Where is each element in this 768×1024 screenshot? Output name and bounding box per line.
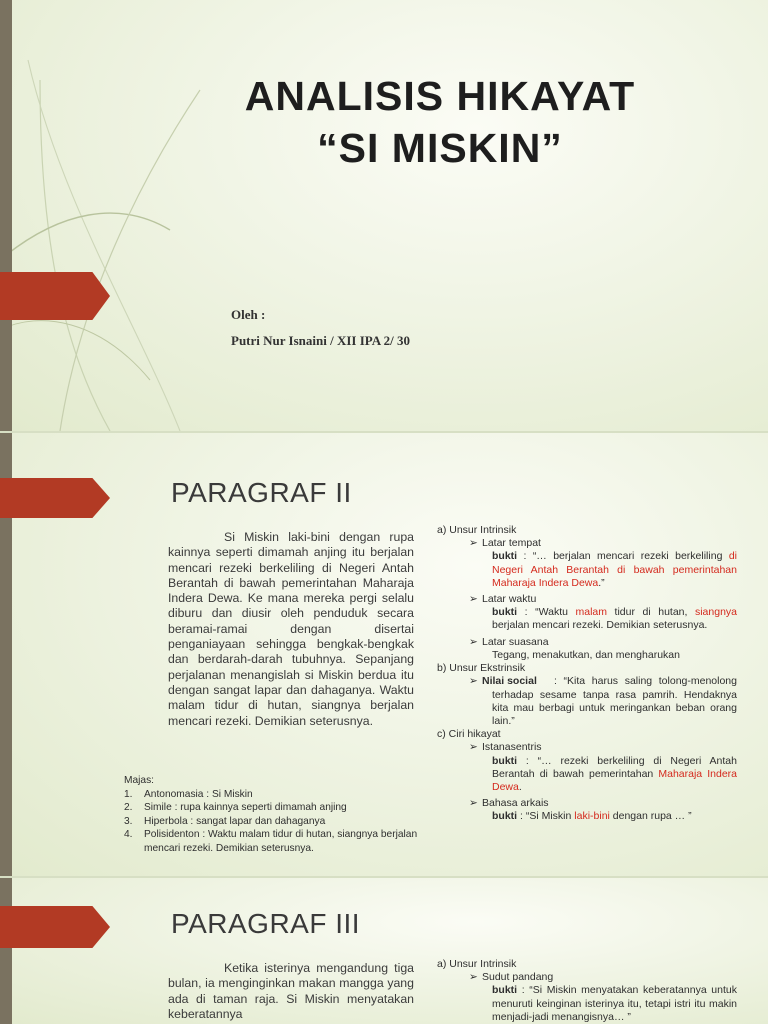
latar-suasana-body: Tegang, menakutkan, dan mengharukan <box>492 648 680 661</box>
title-line-1: ANALISIS HIKAYAT <box>244 73 636 119</box>
latar-tempat-bukti <box>437 550 737 590</box>
majas-num: 1. <box>124 788 133 800</box>
bukti-text: dengan rupa … ” <box>609 810 692 823</box>
majas-num: 3. <box>124 815 133 827</box>
arrowhead-icon: ➢ <box>469 675 478 688</box>
majas-item <box>124 815 454 829</box>
bukti-text: : “… rezeki berkeliling di Negeri Antah Berantah di bawah pemerintahan <box>492 754 737 780</box>
arrowhead-icon: ➢ <box>469 797 478 810</box>
bukti-highlight: malam <box>575 606 608 619</box>
latar-suasana-item <box>437 636 737 649</box>
bukti-label: bukti <box>492 754 518 767</box>
bukti-text: : “Waktu <box>517 606 576 619</box>
istanasentris-bukti <box>437 755 737 795</box>
bukti-text: . <box>518 781 522 794</box>
left-bar <box>0 0 12 431</box>
slide-paragraf-3 <box>0 878 768 1024</box>
item-label: Bahasa arkais <box>482 797 549 810</box>
istanasentris-item <box>437 741 737 754</box>
unsur-intrinsik-label: a) Unsur Intrinsik <box>437 958 517 970</box>
paragraph-text <box>168 530 414 729</box>
oleh-label: Oleh : <box>231 307 266 322</box>
nilai-social-body: : “Kita harus saling tolong-menolong terhadap sesame tanpa rasa pamrih. Hendaknya kita mau berbagi untuk meringankan beban orang lain.” <box>492 675 737 728</box>
majas-label: Majas: <box>124 775 155 786</box>
item-label: Latar waktu <box>482 593 537 606</box>
bukti-label: bukti <box>492 984 518 997</box>
unsur-intrinsik-label: a) Unsur Intrinsik <box>437 524 517 536</box>
bukti-text: tidur di hutan, <box>607 606 695 619</box>
analysis-column <box>437 958 737 1024</box>
latar-waktu-bukti <box>437 606 737 632</box>
majas-num: 4. <box>124 829 133 841</box>
bukti-text: .” <box>598 576 605 589</box>
paragraph-text <box>168 961 414 1022</box>
arrow-icon <box>0 272 110 320</box>
latar-tempat-item <box>437 537 737 550</box>
majas-text: Antonomasia : Si Miskin <box>144 788 253 800</box>
arrowhead-icon: ➢ <box>469 593 478 606</box>
arrowhead-icon: ➢ <box>469 537 478 550</box>
unsur-ekstrinsik-label: b) Unsur Ekstrinsik <box>437 662 526 675</box>
author-line: Putri Nur Isnaini / XII IPA 2/ 30 <box>231 333 411 348</box>
arrowhead-icon: ➢ <box>469 741 478 754</box>
title-line-2: “SI MISKIN” <box>317 125 563 172</box>
sudut-pandang-item <box>437 971 737 984</box>
bukti-label: bukti <box>492 550 518 563</box>
bukti-highlight: siangnya <box>694 606 737 619</box>
arrow-icon <box>0 906 110 948</box>
paragraph-body: Si Miskin laki-bini dengan rupa kainnya seperti dimamah anjing itu berjalan mencari rezeki berkeliling di Negeri Antah Berantah di bawah pemerintahan Maharaja Indera Dewa. Ke mana mereka pergi selalu diburu dan diusir oleh penduduk secara beramai-ramai dengan disertai penganiayaan sehingga bengkak-bengkak dan berdarah-darah tubuhnya. Sepanjang perjalanan menangislah si Miskin berdua itu dengan sangat lapar dan dahaganya. Waktu malam tidur di hutan, siangnya berjalan mencari rezeki. Demikian seterusnya. <box>168 530 414 728</box>
slide-title <box>0 0 768 431</box>
majas-text: Polisidenton : Waktu malam tidur di hutan, siangnya berjalan mencari rezeki. Demikian seterusnya. <box>144 829 418 854</box>
bukti-text: : “Si Miskin menyatakan keberatannya untuk menuruti keinginan isterinya itu, tetapi istri itu makin menjadi-jadi menangisnya… ” <box>492 984 737 1023</box>
analysis-column <box>437 524 737 824</box>
item-label: Istanasentris <box>482 741 542 754</box>
item-label: Latar suasana <box>482 635 549 648</box>
majas-list <box>124 774 454 856</box>
majas-item <box>124 828 454 855</box>
left-bar <box>0 878 12 1024</box>
item-label: Sudut pandang <box>482 971 554 984</box>
paragraph-body: Ketika isterinya mengandung tiga bulan, ia menginginkan makan mangga yang ada di taman raja. Si Miskin menyatakan keberatannya <box>168 961 414 1021</box>
sudut-pandang-bukti <box>437 984 737 1024</box>
bahasa-arkais-item <box>437 797 737 810</box>
bukti-text: : “… berjalan mencari rezeki berkeliling <box>517 550 729 563</box>
arrowhead-icon: ➢ <box>469 971 478 984</box>
bukti-highlight: Maharaja Indera Dewa <box>492 767 738 794</box>
bukti-highlight: laki-bini <box>574 810 610 823</box>
bukti-text: berjalan mencari rezeki. Demikian seterusnya. <box>492 619 708 632</box>
majas-num: 2. <box>124 802 133 814</box>
latar-waktu-item <box>437 593 737 606</box>
arrow-icon <box>0 478 110 518</box>
majas-text: Hiperbola : sangat lapar dan dahaganya <box>144 815 326 827</box>
ciri-hikayat-label: c) Ciri hikayat <box>437 728 501 741</box>
section-heading: PARAGRAF II <box>171 477 352 508</box>
slide-paragraf-2 <box>0 433 768 876</box>
presentation-title <box>190 70 690 175</box>
bukti-label: bukti <box>492 606 518 619</box>
item-label: Nilai social <box>482 675 537 688</box>
bukti-label: bukti <box>492 810 518 823</box>
section-heading: PARAGRAF III <box>171 908 361 939</box>
bukti-text: : “Si Miskin <box>517 810 575 823</box>
decorative-curves <box>0 0 768 431</box>
item-label: Latar tempat <box>482 537 541 550</box>
bahasa-arkais-bukti <box>437 810 737 823</box>
majas-item <box>124 788 454 802</box>
majas-item <box>124 801 454 815</box>
bukti-highlight: di Negeri Antah Berantah di bawah pemerintahan Maharaja Indera Dewa <box>492 550 737 589</box>
arrowhead-icon: ➢ <box>469 635 478 648</box>
majas-text: Simile : rupa kainnya seperti dimamah anjing <box>144 802 347 814</box>
